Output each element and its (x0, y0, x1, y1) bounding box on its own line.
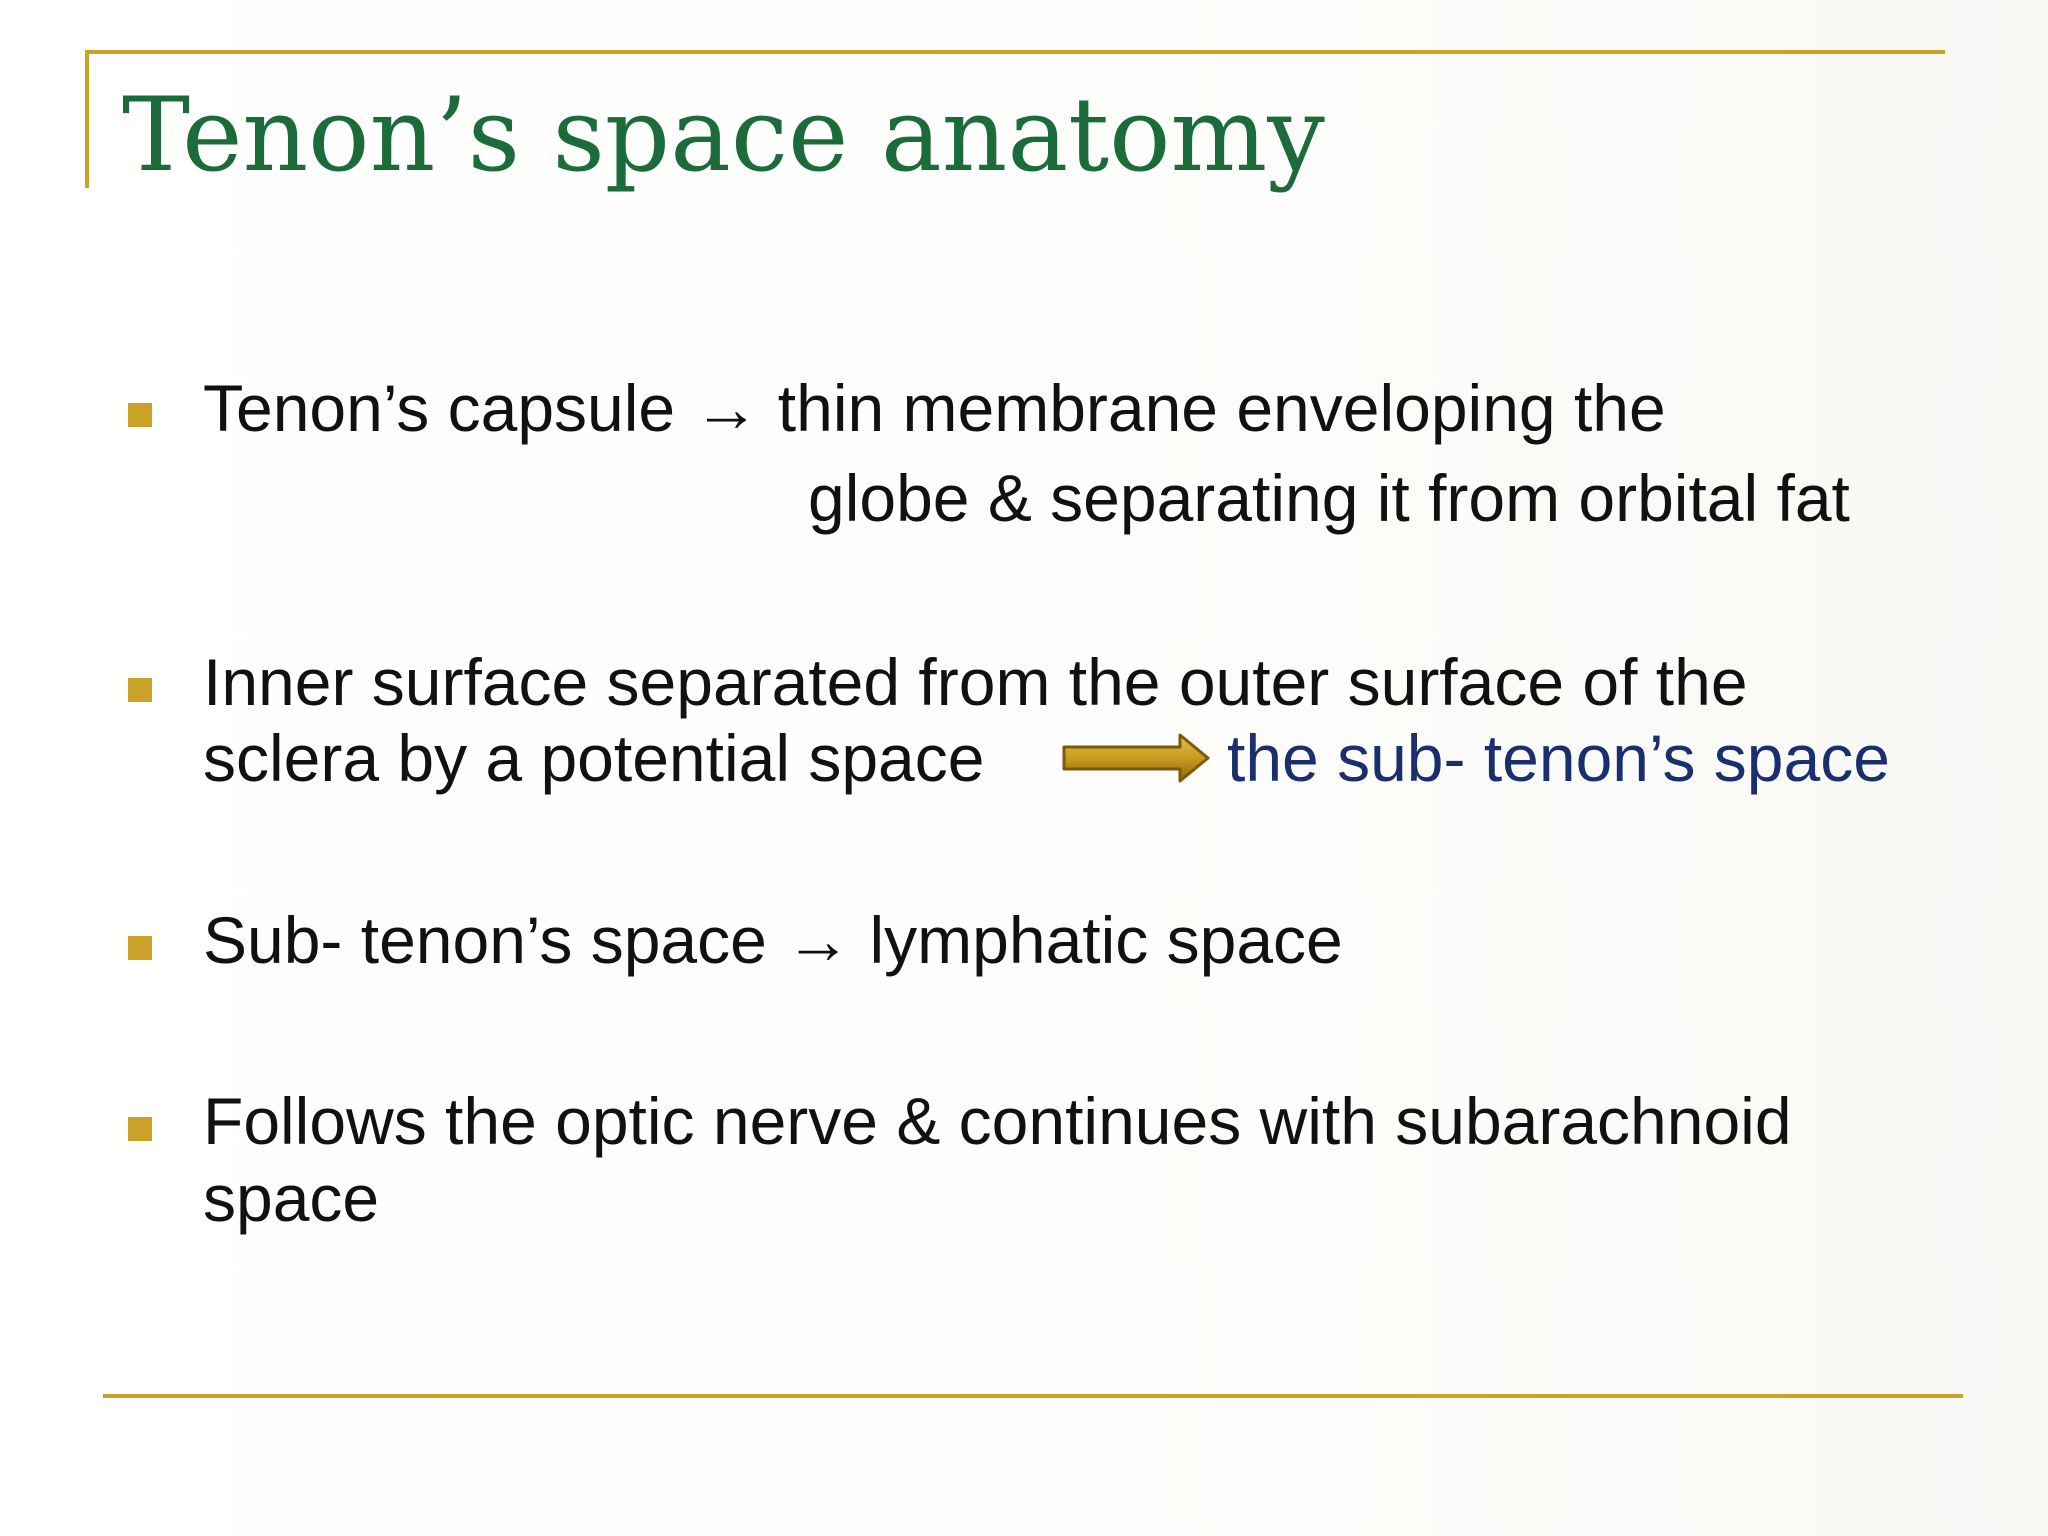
top-border-rule (85, 50, 1945, 54)
square-bullet-icon (128, 678, 152, 702)
slide-title: Tenon’s space anatomy (122, 76, 1325, 195)
bullet-2-line-2: sclera by a potential space (203, 721, 985, 795)
sub-tenon-space-highlight: the sub- tenon’s space (1227, 721, 1890, 795)
bullet-3-line-1: Sub- tenon’s space → lymphatic space (203, 903, 1343, 977)
left-border-rule (85, 50, 89, 188)
square-bullet-icon (128, 1117, 152, 1141)
bullet-4-line-1: Follows the optic nerve & continues with subarachnoid (203, 1084, 1792, 1158)
bullet-2-line-1: Inner surface separated from the outer surface of the (203, 645, 1748, 719)
bullet-4-line-2: space (203, 1161, 380, 1235)
square-bullet-icon (128, 936, 152, 960)
bullet-1-line-2: globe & separating it from orbital fat (808, 461, 1850, 535)
bullet-1-line-1: Tenon’s capsule → thin membrane enveloping the (203, 371, 1666, 445)
block-arrow-right-icon (1062, 732, 1212, 784)
bottom-border-rule (103, 1394, 1963, 1398)
square-bullet-icon (128, 403, 152, 427)
